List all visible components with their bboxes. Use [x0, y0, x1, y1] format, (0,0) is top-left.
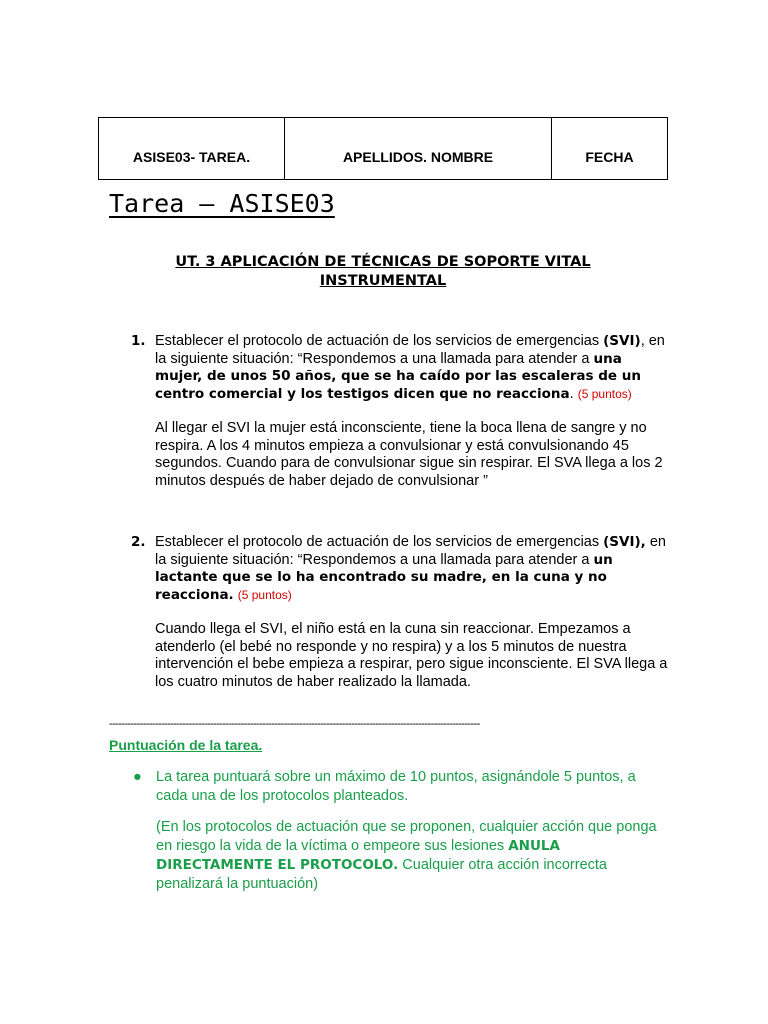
- page-title: Tarea – ASISE03: [109, 189, 335, 218]
- header-table: [98, 117, 668, 180]
- unit-subtitle: UT. 3 APLICACIÓN DE TÉCNICAS DE SOPORTE VITAL INSTRUMENTAL: [175, 254, 591, 289]
- header-date-cell: FECHA: [585, 148, 634, 165]
- scoring-bullet-item: [133, 768, 668, 894]
- task-scenario: Al llegar el SVI la mujer está inconsciente, tiene la boca llena de sangre y no respira. A los 4 minutos empieza a convulsionar y está convulsionando 45 segundos. Cuando para de convulsionar sigue sin respirar. El SVA llega a los 2 minutos después de haber dejado de convulsionar ”: [155, 420, 663, 489]
- task-statement: Establecer el protocolo de actuación de los servicios de emergencias (SVI), en la siguiente situación: “Respondemos a una llamada para atender a una mujer, de unos 50 años, que se ha caído por las escaleras de un centro comercial y los testigos dicen que no reacciona. (5 puntos): [155, 333, 665, 402]
- scoring-text: La tarea puntuará sobre un máximo de 10 puntos, asignándole 5 puntos, a cada una de los protocolos planteados.: [156, 769, 636, 804]
- task-item-1: [131, 333, 671, 490]
- task-scenario: Cuando llega el SVI, el niño está en la cuna sin reaccionar. Empezamos a atenderlo (el bebé no responde y no respira) y a los 5 minutos de nuestra intervención el bebe empieza a respirar, pero sigue inconsciente. El SVA llega a los cuatro minutos de haber realizado la llamada.: [155, 621, 668, 690]
- task-points: (5 puntos): [237, 587, 292, 602]
- task-number: 2.: [131, 534, 146, 550]
- scoring-title: Puntuación de la tarea.: [109, 737, 263, 753]
- header-task-cell: ASISE03- TAREA.: [99, 118, 285, 179]
- scoring-note: (En los protocolos de actuación que se proponen, cualquier acción que ponga en riesgo la vida de la víctima o empeore sus lesiones ANULA DIRECTAMENTE EL PROTOCOLO. Cualquier otra acción incorrecta penalizará la puntuación): [156, 819, 657, 892]
- bullet-icon: ●: [133, 769, 142, 785]
- task-item-2: [131, 534, 671, 691]
- task-points: (5 puntos): [577, 386, 632, 401]
- separator-line: -------------------------------------------------------------------------------------------------------------------------: [109, 718, 480, 730]
- task-number: 1.: [131, 333, 146, 349]
- task-statement: Establecer el protocolo de actuación de los servicios de emergencias (SVI), en la siguiente situación: “Respondemos a una llamada para atender a un lactante que se lo ha encontrado su madre, en la cuna y no reacciona. (5 puntos): [155, 534, 666, 603]
- header-name-cell: APELLIDOS. NOMBRE: [285, 118, 552, 179]
